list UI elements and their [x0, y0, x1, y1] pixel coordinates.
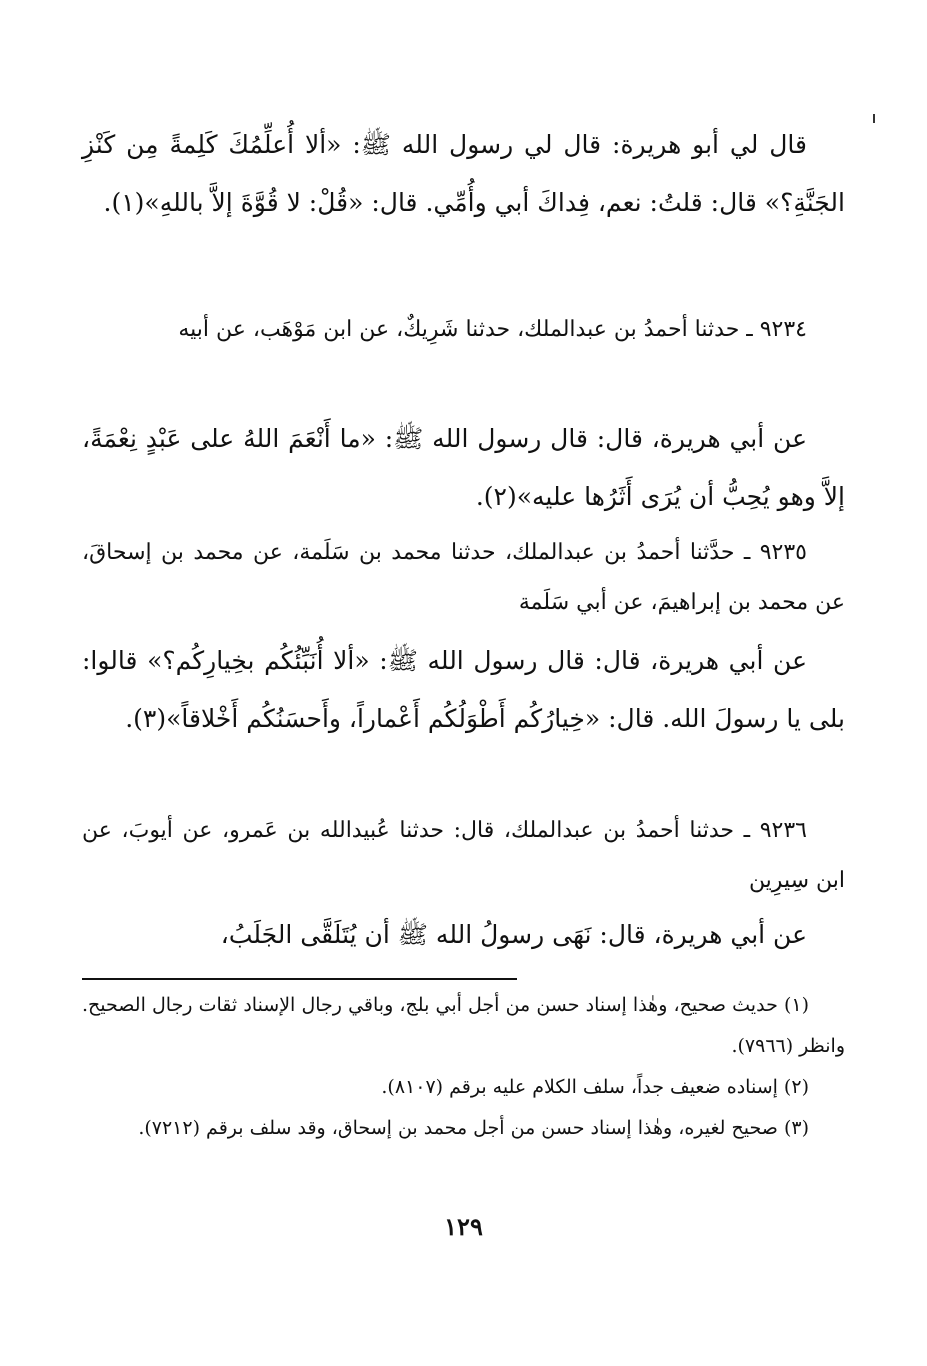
footnote-1: (١) حديث صحيح، وهٰذا إسناد حسن من أجل أبي بلج، وباقي رجال الإسناد ثقات رجال الصحيح. وانظر (٧٩٦٦). — [82, 994, 845, 1057]
footnotes — [82, 985, 845, 1149]
footnote-2: (٢) إسناده ضعيف جداً، سلف الكلام عليه برقم (٨١٠٧). — [381, 1076, 809, 1098]
hadith-text-9235: عن أبي هريرة، قال: قال رسول الله ﷺ: «ألا أُنَبِّئُكُم بخِيارِكُم؟» قالوا: بلى يا رسولَ الله. قال: «خِيارُكُم أَطْوَلُكُم أَعْماراً، وأَحسَنُكُم أَخْلاقاً»(٣). — [82, 646, 845, 733]
hadith-text-9234: عن أبي هريرة، قال: قال رسول الله ﷺ: «ما أَنْعَمَ اللهُ على عَبْدٍ نِعْمَةً، إلاَّ وهو يُحِبُّ أن يُرَى أَثَرُها عليه»(٢). — [82, 424, 845, 511]
page-number: ١٢٩ — [444, 1212, 483, 1241]
footnote-3: (٣) صحيح لغيره، وهٰذا إسناد حسن من أجل محمد بن إسحاق، وقد سلف برقم (٧٢١٢). — [138, 1117, 809, 1139]
hadith-text-9233-end: قال لي أبو هريرة: قال لي رسول الله ﷺ: «ألا أُعلِّمُكَ كَلِمةً مِن كَنْزِ الجَنَّةِ؟» قال: قلتُ: نعم، فِداكَ أبي وأُمِّي. قال: «قُلْ: لا قُوَّةَ إلاَّ باللهِ»(١). — [82, 130, 845, 217]
margin-mark — [873, 114, 875, 123]
chain-9234: ٩٢٣٤ ـ حدثنا أحمدُ بن عبدالملك، حدثنا شَرِيكٌ، عن ابن مَوْهَب، عن أبيه — [178, 317, 807, 342]
chain-9236: ٩٢٣٦ ـ حدثنا أحمدُ بن عبدالملك، قال: حدثنا عُبيدالله بن عَمرو، عن أيوبَ، عن ابن سِيرِين — [82, 818, 845, 893]
hadith-text-9236-start: عن أبي هريرة، قال: نَهَى رسولُ الله ﷺ أن يُتَلَقَّى الجَلَبُ، — [220, 920, 807, 949]
footnote-separator — [82, 978, 517, 980]
chain-9235: ٩٢٣٥ ـ حدَّثنا أحمدُ بن عبدالملك، حدثنا محمد بن سَلَمة، عن محمد بن إسحاقَ، عن محمد بن إبراهيمَ، عن أبي سَلَمة — [82, 540, 845, 615]
